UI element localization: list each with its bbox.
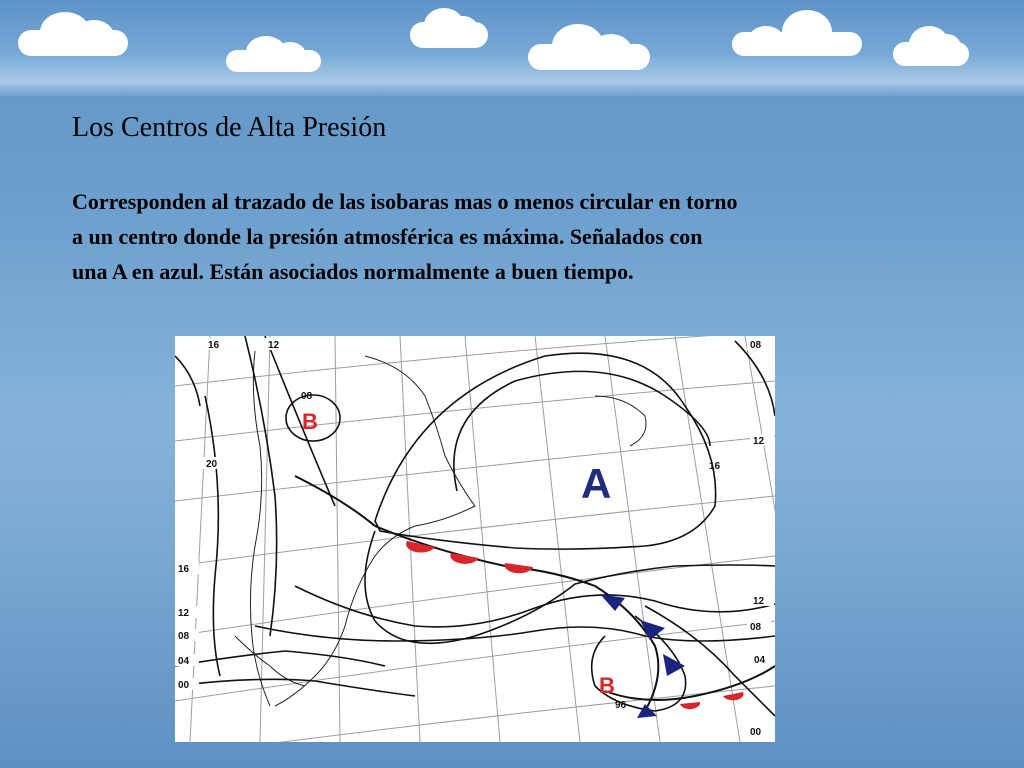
cloud-decoration: [410, 22, 488, 48]
pressure-centers: [302, 409, 615, 698]
sky-banner: [0, 0, 1024, 96]
isobar-label: 12: [268, 340, 280, 351]
isobar-label: 08: [178, 631, 190, 642]
isobar-label: 96: [615, 700, 627, 711]
isobar-label: 08: [750, 340, 762, 351]
isobar-label: 04: [178, 656, 190, 667]
low-pressure-center-north: B: [302, 409, 318, 434]
isobar-label: 08: [750, 622, 762, 633]
isobar-label: 20: [206, 459, 218, 470]
high-pressure-center: A: [581, 460, 612, 507]
cloud-decoration: [893, 42, 969, 66]
body-line: una A en azul. Están asociados normalmente a buen tiempo.: [72, 259, 634, 284]
cloud-decoration: [732, 32, 862, 56]
body-line: a un centro donde la presión atmosférica es máxima. Señalados con: [72, 224, 703, 249]
isobar-label: 16: [709, 461, 721, 472]
cloud-decoration: [226, 50, 321, 72]
weather-map: [175, 336, 775, 742]
isobar-label: 12: [753, 436, 765, 447]
isobar-label: 16: [178, 564, 190, 575]
isobar-label: 04: [754, 655, 766, 666]
isobar-label: 00: [750, 727, 762, 738]
weather-map-svg: [175, 336, 775, 742]
isobar-label: 12: [753, 596, 765, 607]
slide-body: [72, 184, 952, 289]
isobar-label: 12: [178, 608, 190, 619]
isobar-label: 00: [178, 680, 190, 691]
isobar-label: 16: [208, 340, 220, 351]
cloud-decoration: [18, 30, 128, 56]
cloud-decoration: [528, 44, 650, 70]
slide-title: Los Centros de Alta Presión: [72, 112, 387, 143]
isobar-label: 08: [301, 391, 313, 402]
body-line: Corresponden al trazado de las isobaras mas o menos circular en torno: [72, 189, 738, 214]
low-pressure-center-south: B: [599, 673, 615, 698]
